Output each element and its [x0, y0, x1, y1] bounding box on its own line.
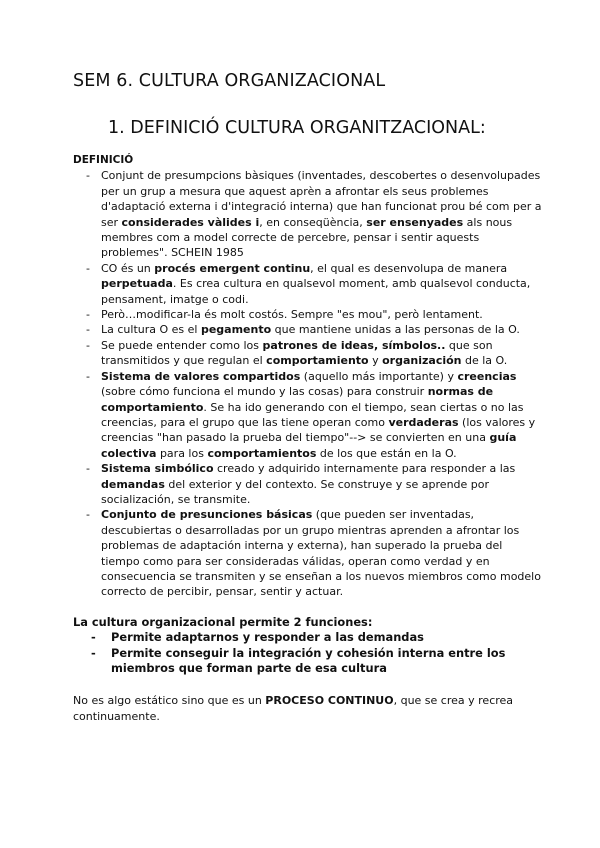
definition-label: DEFINICIÓ — [73, 154, 134, 166]
list-item: - Sistema simbólico creado y adquirido internamente para responder a las demandas del exterior y del contexto. Se construye y se aprende por socialización, se transmite. — [73, 461, 543, 507]
closing-paragraph: No es algo estático sino que es un PROCESO CONTINUO, que se crea y recrea continuamente. — [73, 694, 514, 724]
list-item: - Sistema de valores compartidos (aquello más importante) y creencias (sobre cómo funciona el mundo y las cosas) para construir normas de comportamiento. Se ha ido generando con el tiempo, sean ciertas o no las creencias, para el grupo que las tiene operan como verdaderas (los valores y creencias "han pasado la prueba del tiempo"--> se convierten en una guía colectiva para los comportamientos de los que están en la O. — [73, 369, 543, 461]
function-item: - Permite conseguir la integración y cohesión interna entre los miembros que forman parte de esa cultura — [73, 646, 543, 677]
list-item: - Conjunt de presumpcions bàsiques (inventades, descobertes o desenvolupades per un grup a mesura que aquest aprèn a afrontar els seus problemes d'adaptació externa i d'integració interna) que han funcionat prou bé com per a ser considerades vàlides i, en conseqüència, ser ensenyades als nous membres com a model correcte de percebre, pensar i sentir aquests problemes". SCHEIN 1985 — [73, 168, 543, 260]
catalan-definition-list — [73, 168, 543, 322]
functions-title: La cultura organizacional permite 2 funciones: — [73, 614, 373, 629]
functions-list — [73, 630, 543, 676]
function-item: - Permite adaptarnos y responder a las demandas — [73, 630, 543, 645]
list-item: - Però…modificar-la és molt costós. Sempre "es mou", però lentament. — [73, 307, 543, 322]
spanish-definition-list — [73, 322, 543, 599]
list-item: - CO és un procés emergent continu, el qual es desenvolupa de manera perpetuada. Es crea cultura en qualsevol moment, amb qualsevol conducta, pensament, imatge o codi. — [73, 261, 543, 307]
document-title: SEM 6. CULTURA ORGANIZACIONAL — [73, 71, 386, 91]
section-heading: 1. DEFINICIÓ CULTURA ORGANITZACIONAL: — [108, 118, 486, 138]
document-body — [73, 153, 543, 725]
list-item: - Conjunto de presunciones básicas (que pueden ser inventadas, descubiertas o desarrolladas por un grupo mientras aprenden a afrontar los problemas de adaptación interna y externa), han superado la prueba del tiempo como para ser consideradas válidas, operan como verdad y en consecuencia se transmiten y se enseñan a los nuevos miembros como modelo correcto de percibir, pensar, sentir y actuar. — [73, 507, 543, 599]
list-item: - La cultura O es el pegamento que mantiene unidas a las personas de la O. — [73, 322, 543, 337]
list-item: - Se puede entender como los patrones de ideas, símbolos.. que son transmitidos y que regulan el comportamiento y organización de la O. — [73, 338, 543, 369]
